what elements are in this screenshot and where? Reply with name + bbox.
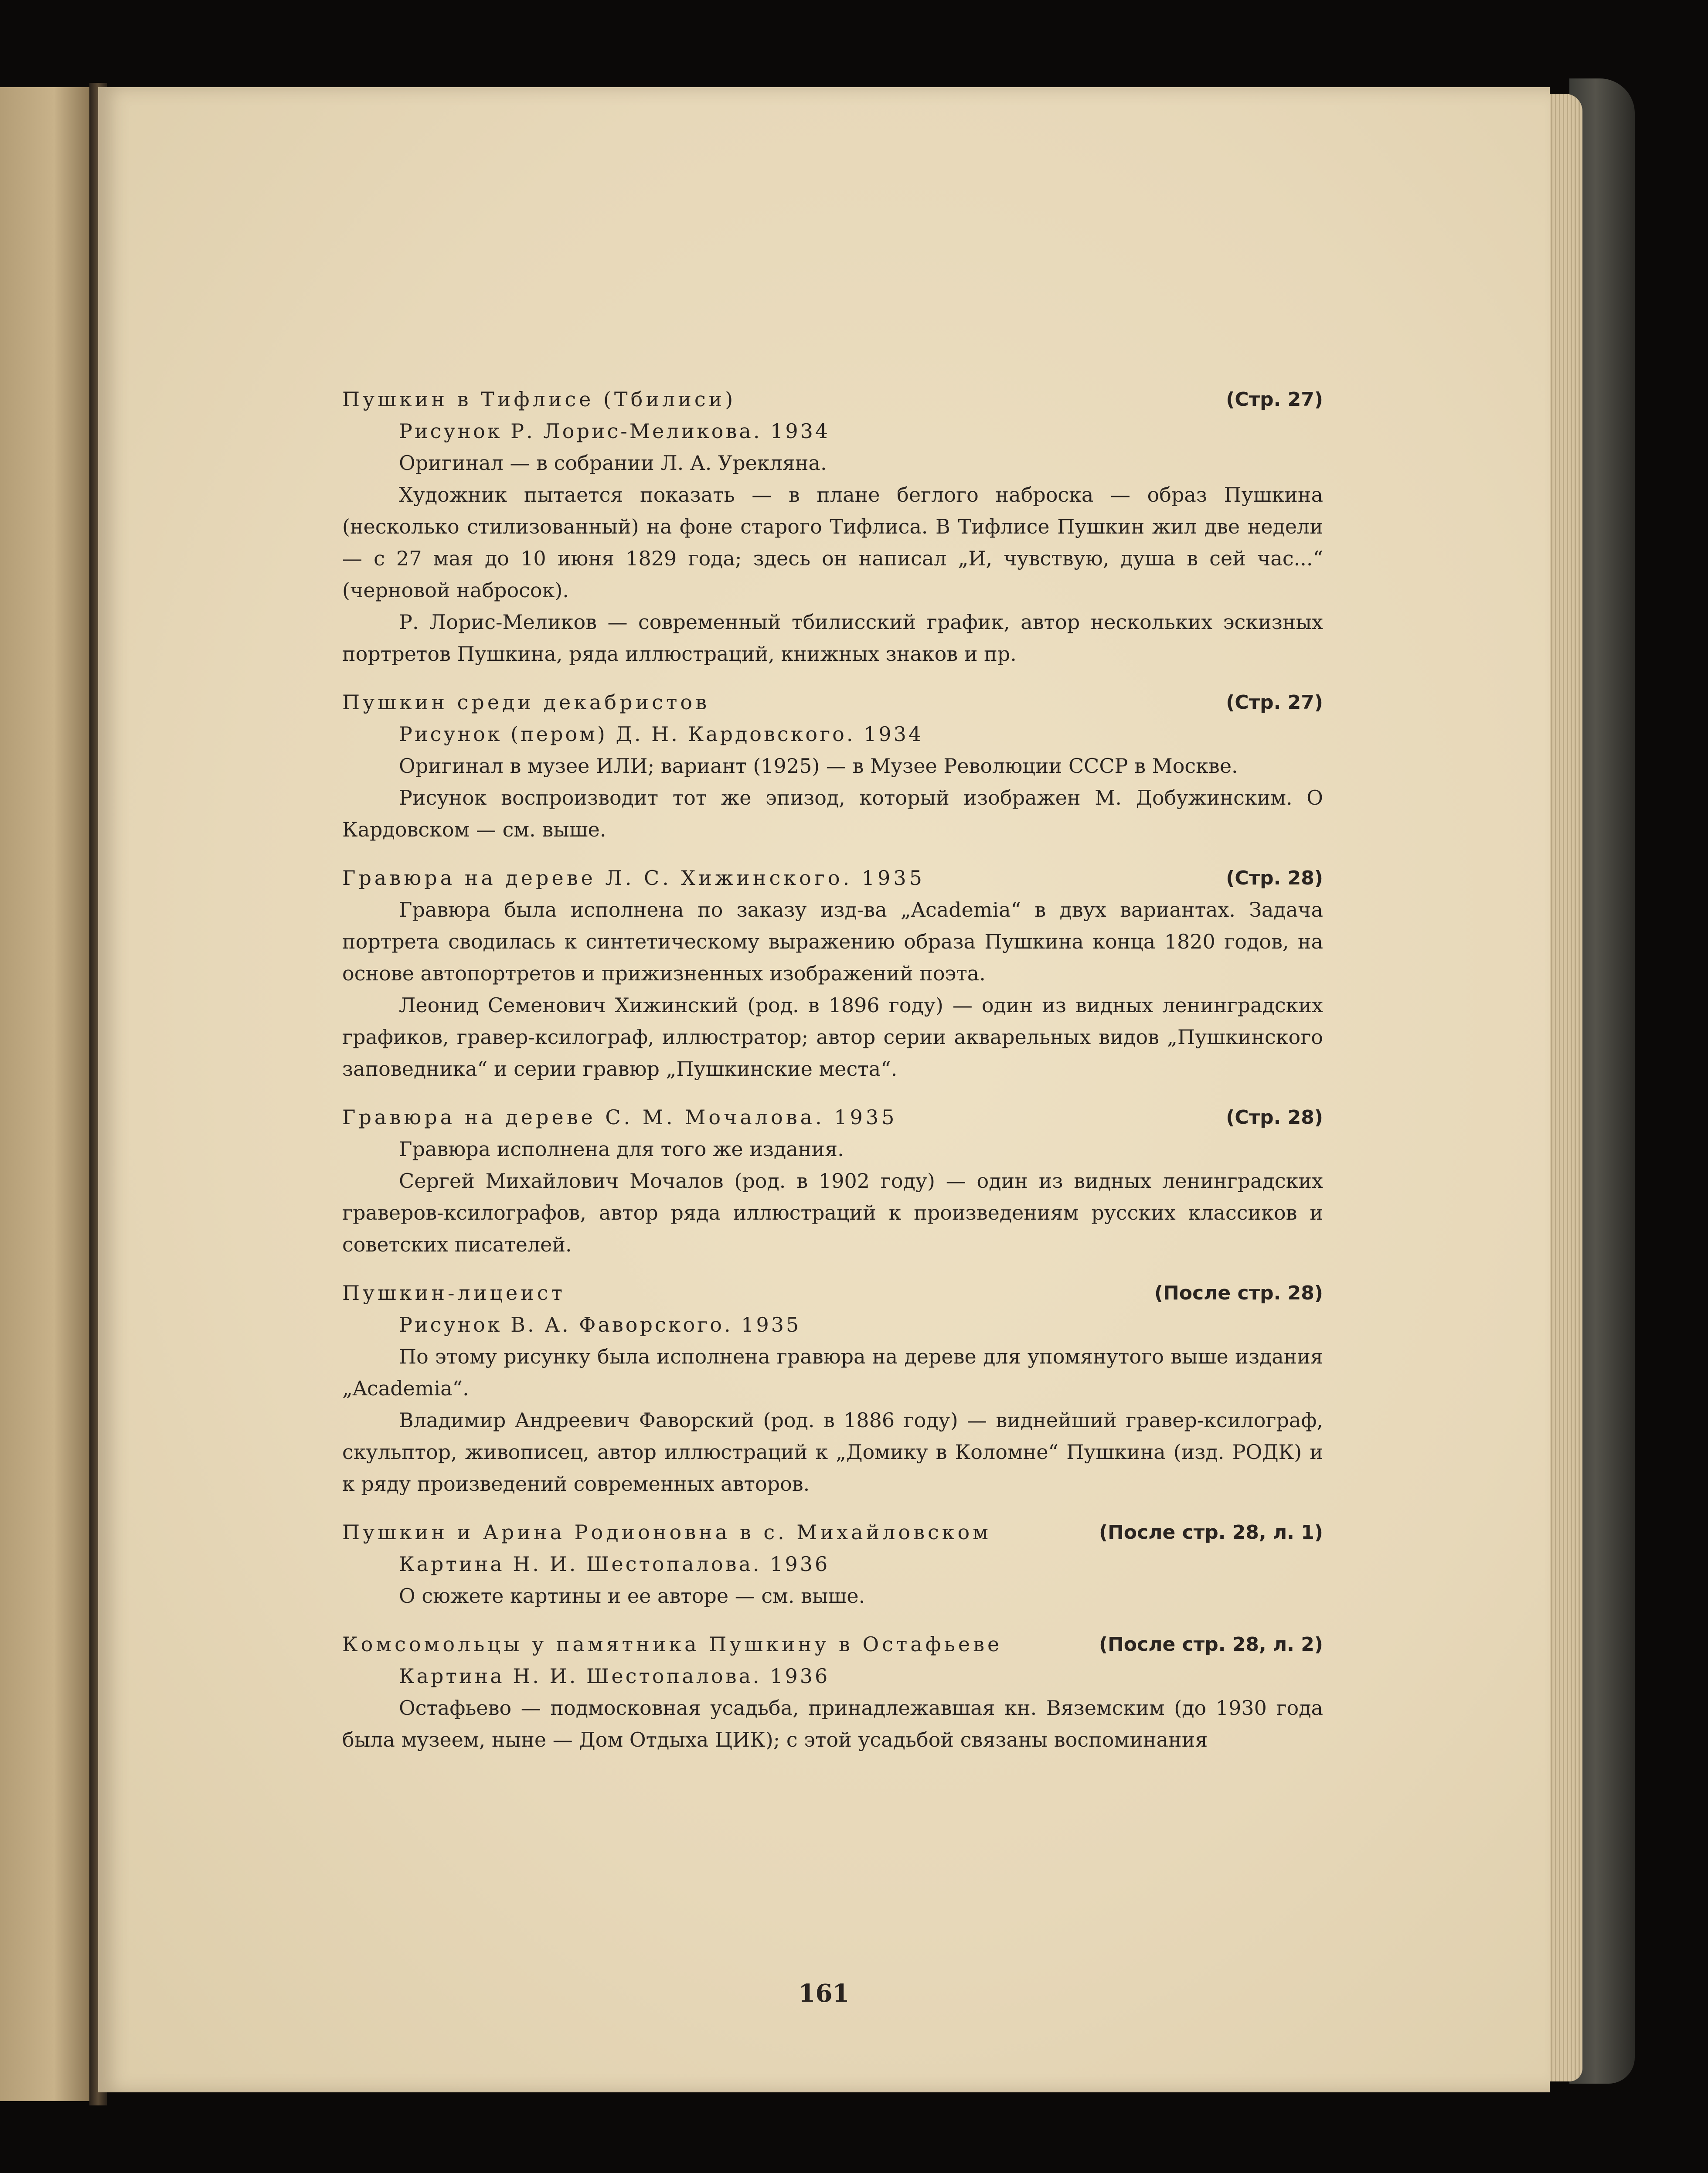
entry-heading — [342, 1102, 1323, 1133]
entry-ostafyevo — [342, 1629, 1323, 1756]
entry-title: Пушкин и Арина Родионовна в с. Михайловском — [342, 1520, 991, 1544]
page-reference: (Стр. 28) — [1226, 867, 1323, 889]
entry-tiflis — [342, 384, 1323, 670]
entry-note: Оригинал в музее ИЛИ; вариант (1925) — в Музее Революции СССР в Москве. — [399, 754, 1238, 778]
entry-title: Комсомольцы у памятника Пушкину в Остафьеве — [342, 1632, 1003, 1656]
entry-subtitle: Картина Н. И. Шестопалова. 1936 — [399, 1552, 830, 1576]
entry-arina — [342, 1517, 1323, 1612]
entry-heading — [342, 384, 1323, 415]
page-reference: (Стр. 27) — [1226, 388, 1323, 411]
entry-heading — [342, 1517, 1323, 1548]
entry-paragraph: По этому рисунку была исполнена гравюра на дереве для упомянутого выше издания „Academia“. — [342, 1345, 1323, 1400]
entry-paragraph: Владимир Андреевич Фаворский (род. в 1886 году) — виднейший гравер-ксилограф, скульптор, живописец, автор иллюстраций к „Домику в Коломне“ Пушкина (изд. РОДК) и к ряду произведений современных авторов. — [342, 1408, 1323, 1496]
page-reference: (После стр. 28, л. 2) — [1099, 1633, 1323, 1656]
entry-paragraph: Художник пытается показать — в плане беглого наброска — образ Пушкина (несколько стилизованный) на фоне старого Тифлиса. В Тифлисе Пушкин жил две недели — с 27 мая до 10 июня 1829 года; здесь он написал „И, чувствую, душа в сей час...“ (черновой набросок). — [342, 483, 1323, 602]
entry-note: Оригинал — в собрании Л. А. Урекляна. — [399, 451, 827, 475]
entry-mochalov — [342, 1102, 1323, 1261]
entry-subtitle: Картина Н. И. Шестопалова. 1936 — [399, 1664, 830, 1688]
entry-title: Пушкин-лицеист — [342, 1281, 566, 1305]
entry-note: О сюжете картины и ее авторе — см. выше. — [399, 1584, 865, 1608]
entry-paragraph: Гравюра была исполнена по заказу изд-ва „Academia“ в двух вариантах. Задача портрета сводилась к синтетическому выражению образа Пушкина конца 1820 годов, на основе автопортретов и прижизненных изображений поэта. — [342, 898, 1323, 985]
page-reference: (Стр. 28) — [1226, 1106, 1323, 1129]
entry-heading — [342, 687, 1323, 718]
entry-heading — [342, 1277, 1323, 1309]
entry-khizhinsky — [342, 862, 1323, 1085]
page-number: 161 — [798, 1979, 850, 2008]
entry-title: Пушкин в Тифлисе (Тбилиси) — [342, 388, 736, 411]
page-reference: (После стр. 28, л. 1) — [1099, 1521, 1323, 1544]
entry-note: Гравюра исполнена для того же издания. — [399, 1137, 844, 1161]
page-text — [342, 384, 1323, 1772]
left-page-edge — [0, 87, 98, 2101]
entry-paragraph: Рисунок воспроизводит тот же эпизод, который изображен М. Добужинским. О Кардовском — см. выше. — [342, 786, 1323, 841]
page-reference: (После стр. 28) — [1154, 1282, 1323, 1304]
entry-title: Пушкин среди декабристов — [342, 690, 710, 714]
entry-subtitle: Рисунок Р. Лорис-Меликова. 1934 — [399, 419, 830, 443]
entry-paragraph: Сергей Михайлович Мочалов (род. в 1902 году) — один из видных ленинградских граверов-ксилографов, автор ряда иллюстраций к произведениям русских классиков и советских писателей. — [342, 1169, 1323, 1256]
entry-subtitle: Рисунок (пером) Д. Н. Кардовского. 1934 — [399, 722, 924, 746]
entry-decembrists — [342, 687, 1323, 846]
entry-title: Гравюра на дереве С. М. Мочалова. 1935 — [342, 1105, 898, 1129]
entry-subtitle: Рисунок В. А. Фаворского. 1935 — [399, 1313, 801, 1336]
book-page — [98, 87, 1550, 2092]
entry-title: Гравюра на дереве Л. С. Хижинского. 1935 — [342, 866, 925, 890]
page-reference: (Стр. 27) — [1226, 691, 1323, 714]
entry-paragraph: Леонид Семенович Хижинский (род. в 1896 году) — один из видных ленинградских графиков, гравер-ксилограф, иллюстратор; автор серии акварельных видов „Пушкинского заповедника“ и серии гравюр „Пушкинские места“. — [342, 993, 1323, 1081]
entry-heading — [342, 862, 1323, 894]
entry-paragraph: Р. Лорис-Меликов — современный тбилисский график, автор нескольких эскизных портретов Пушкина, ряда иллюстраций, книжных знаков и пр. — [342, 610, 1323, 666]
entry-lyceum — [342, 1277, 1323, 1500]
entry-paragraph: Остафьево — подмосковная усадьба, принадлежавшая кн. Вяземским (до 1930 года была музеем, ныне — Дом Отдыха ЦИК); с этой усадьбой связаны воспоминания — [342, 1696, 1323, 1751]
entry-heading — [342, 1629, 1323, 1660]
